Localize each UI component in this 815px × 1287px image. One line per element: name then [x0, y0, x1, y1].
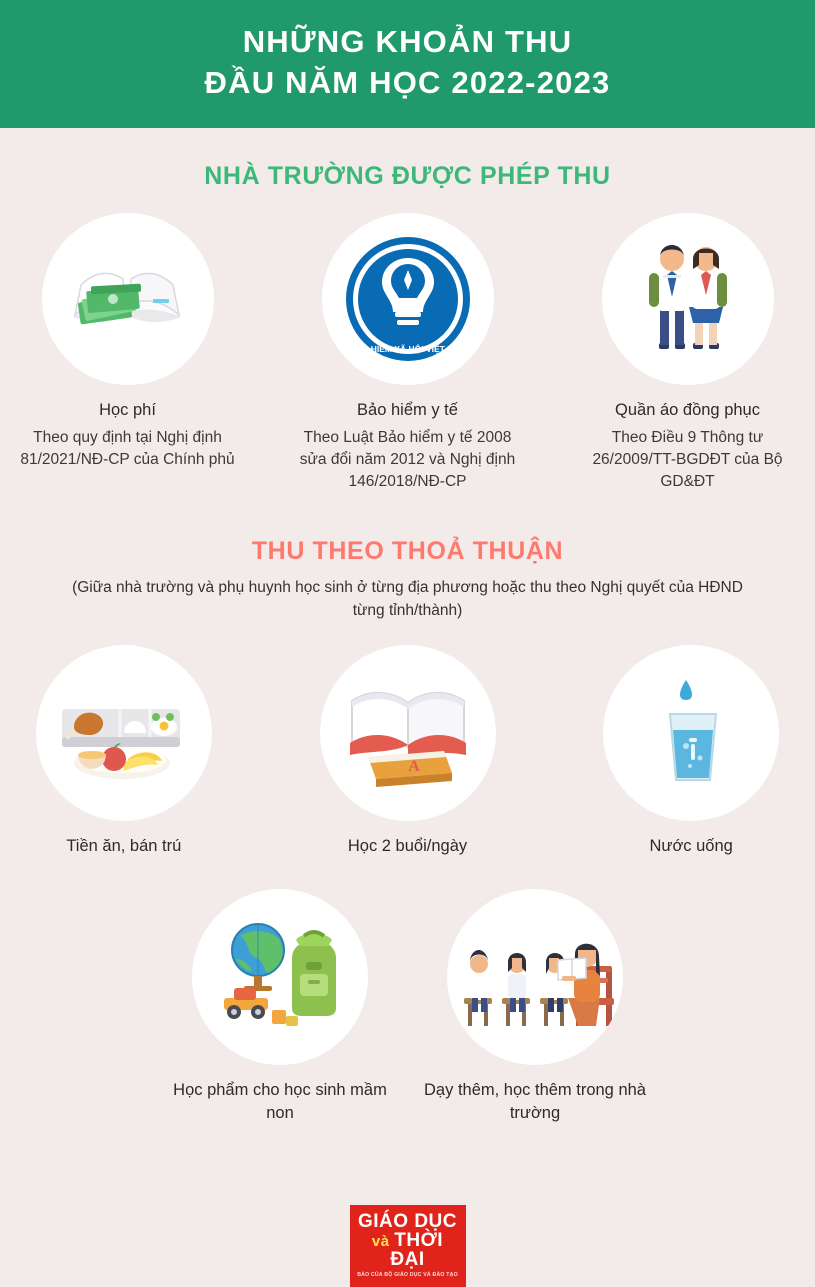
item-day-them-hoc-them: [413, 889, 658, 1131]
header-banner: [0, 0, 815, 128]
icon-circle: [447, 889, 623, 1065]
icon-circle: [42, 213, 214, 385]
item-label: Tiền ăn, bán trú: [66, 836, 182, 855]
section2-items-row1: [0, 645, 815, 863]
water-glass-icon: [616, 658, 766, 808]
section1-title: NHÀ TRƯỜNG ĐƯỢC PHÉP THU: [204, 161, 611, 190]
icon-circle: [322, 213, 494, 385]
item-label: Học 2 buổi/ngày: [347, 836, 468, 855]
item-hoc-2-buoi-ngay: [284, 645, 532, 863]
section2-subtitle: (Giữa nhà trường và phụ huynh học sinh ở từng địa phương hoặc thu theo Nghị quyết của HĐND từng tỉnh/thành): [72, 579, 743, 620]
logo-line3: BÁO CỦA BỘ GIÁO DỤC VÀ ĐÀO TẠO: [357, 1271, 458, 1278]
icon-circle: [603, 645, 779, 821]
item-label: Học phí: [99, 400, 156, 419]
item-nuoc-uong: [567, 645, 815, 863]
svg-text:A: A: [407, 757, 420, 775]
page-title-line2: ĐẦU NĂM HỌC 2022-2023: [204, 64, 611, 100]
icon-circle: [602, 213, 774, 385]
section1-items: [0, 213, 815, 493]
students-uniform-icon: [613, 219, 763, 379]
item-quan-ao-dong-phuc: [563, 213, 813, 493]
globe-backpack-toys-icon: [200, 902, 360, 1052]
publisher-logo: [350, 1205, 466, 1287]
section2-items-row2: [0, 889, 815, 1131]
item-desc: Theo Luật Bảo hiểm y tế 2008 sửa đổi năm 2012 và Nghị định 146/2018/NĐ-CP: [299, 429, 516, 491]
svg-text:BẢO HIỂM XÃ HỘI VIỆT NAM: BẢO HIỂM XÃ HỘI VIỆT NAM: [348, 343, 467, 354]
item-hoc-phi: [3, 213, 253, 471]
item-label: Học phẩm cho học sinh mầm non: [173, 1080, 387, 1122]
teacher-class-icon: [450, 902, 620, 1052]
item-desc: Theo Điều 9 Thông tư 26/2009/TT-BGDĐT của Bộ GD&ĐT: [592, 429, 783, 491]
item-label: Quần áo đồng phục: [615, 400, 760, 419]
icon-circle: [36, 645, 212, 821]
vietnam-social-insurance-logo-icon: [333, 224, 483, 374]
logo-line2-prefix: và: [371, 1232, 395, 1250]
book-money-icon: [53, 239, 203, 359]
open-book-icon: [328, 663, 488, 803]
section2-title: THU THEO THOẢ THUẬN: [251, 537, 564, 566]
item-bao-hiem-y-te: [283, 213, 533, 493]
page-title-line1: NHỮNG KHOẢN THU: [242, 24, 573, 59]
logo-line2: [354, 1231, 462, 1270]
page-title: [0, 22, 815, 104]
item-hoc-pham-mam-non: [158, 889, 403, 1131]
icon-circle: [192, 889, 368, 1065]
lunch-tray-icon: [44, 663, 204, 803]
logo-line2-main: THỜI ĐẠI: [390, 1229, 444, 1271]
item-desc: Theo quy định tại Nghị định 81/2021/NĐ-CP của Chính phủ: [20, 429, 235, 469]
item-label: Dạy thêm, học thêm trong nhà trường: [424, 1080, 646, 1122]
item-label: Nước uống: [649, 836, 733, 855]
footer: [0, 1205, 815, 1287]
icon-circle: [320, 645, 496, 821]
item-tien-an-ban-tru: [0, 645, 248, 863]
item-label: Bảo hiểm y tế: [357, 400, 458, 419]
logo-line1: GIÁO DỤC: [358, 1210, 457, 1232]
